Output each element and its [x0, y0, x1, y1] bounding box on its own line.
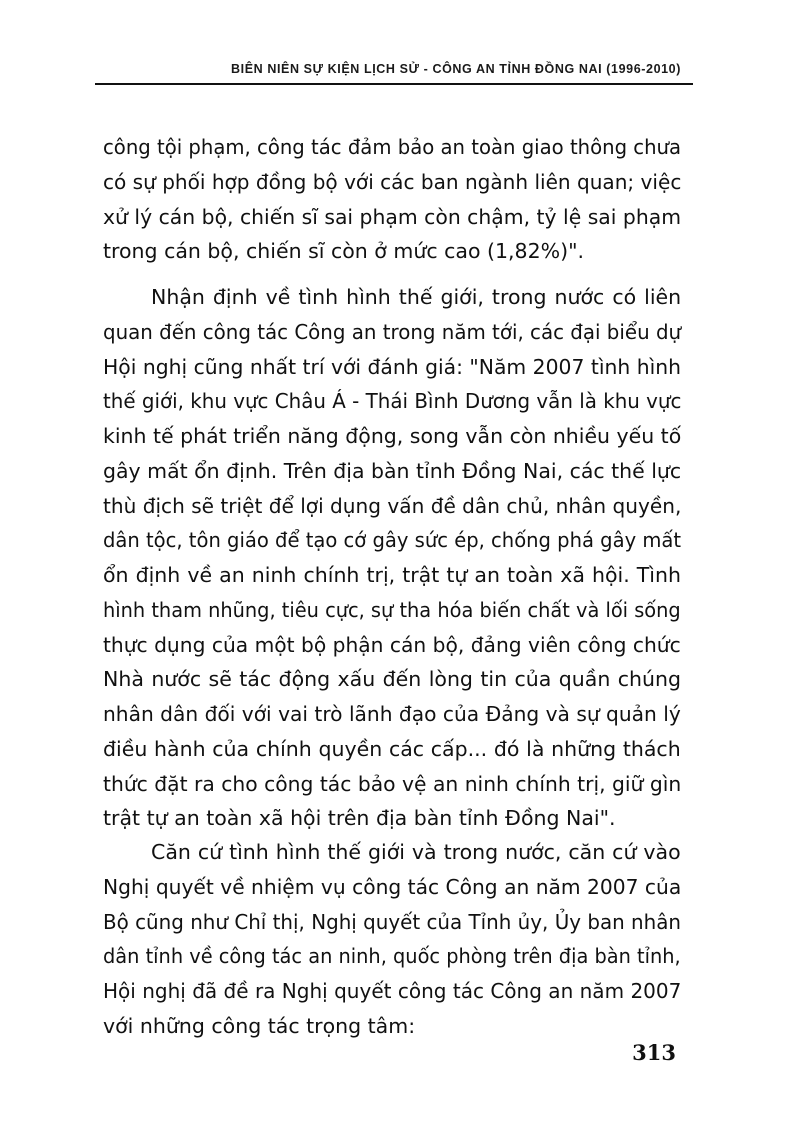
text-line: trật tự an toàn xã hội trên địa bàn tỉnh Đồng Nai".: [103, 806, 616, 831]
text-line: gây mất ổn định. Trên địa bàn tỉnh Đồng Nai, các thế lực: [103, 458, 682, 483]
text-line: thức đặt ra cho công tác bảo vệ an ninh chính trị, giữ gìn: [103, 771, 682, 796]
text-line: Nhà nước sẽ tác động xấu đến lòng tin của quần chúng: [103, 667, 682, 692]
text-line: nhân dân đối với vai trò lãnh đạo của Đảng và sự quản lý: [103, 702, 681, 726]
text-line: quan đến công tác Công an trong năm tới, các đại biểu dự: [103, 319, 682, 344]
text-line: trong cán bộ, chiến sĩ còn ở mức cao (1,82%)".: [103, 239, 585, 264]
text-line: hình tham nhũng, tiêu cực, sự tha hóa biến chất và lối sống: [103, 597, 681, 622]
text-line: ổn định về an ninh chính trị, trật tự an toàn xã hội. Tình: [103, 563, 681, 587]
text-line: Nghị quyết về nhiệm vụ công tác Công an năm 2007 của: [103, 874, 682, 899]
text-line: thù địch sẽ triệt để lợi dụng vấn đề dân chủ, nhân quyền,: [103, 493, 682, 518]
text-line: với những công tác trọng tâm:: [103, 1013, 416, 1038]
text-line: Căn cứ tình hình thế giới và trong nước, căn cứ vào: [151, 840, 681, 864]
text-line: Hội nghị cũng nhất trí với đánh giá: "Năm 2007 tình hình: [103, 354, 682, 379]
text-line: kinh tế phát triển năng động, song vẫn còn nhiều yếu tố: [103, 424, 682, 448]
text-line: dân tộc, tôn giáo để tạo cớ gây sức ép, chống phá gây mất: [103, 528, 682, 553]
text-line: xử lý cán bộ, chiến sĩ sai phạm còn chậm, tỷ lệ sai phạm: [103, 204, 682, 229]
text-line: điều hành của chính quyền các cấp... đó là những thách: [103, 736, 681, 761]
text-line: thế giới, khu vực Châu Á - Thái Bình Dương vẫn là khu vực: [103, 389, 682, 414]
header-rule: [95, 83, 693, 85]
text-line: Bộ cũng như Chỉ thị, Nghị quyết của Tỉnh ủy, Ủy ban nhân: [103, 909, 682, 934]
text-line: có sự phối hợp đồng bộ với các ban ngành liên quan; việc: [103, 169, 682, 194]
text-line: dân tỉnh về công tác an ninh, quốc phòng trên địa bàn tỉnh,: [103, 944, 681, 969]
text-line: Hội nghị đã đề ra Nghị quyết công tác Công an năm 2007: [103, 979, 682, 1003]
text-line: công tội phạm, công tác đảm bảo an toàn giao thông chưa: [103, 135, 682, 159]
text-line: Nhận định về tình hình thế giới, trong nước có liên: [151, 285, 682, 309]
running-header: BIÊN NIÊN SỰ KIỆN LỊCH SỬ - CÔNG AN TỈNH ĐỒNG NAI (1996-2010): [231, 62, 681, 76]
page-number: 313: [632, 1040, 676, 1065]
text-line: thực dụng của một bộ phận cán bộ, đảng viên công chức: [103, 632, 681, 657]
